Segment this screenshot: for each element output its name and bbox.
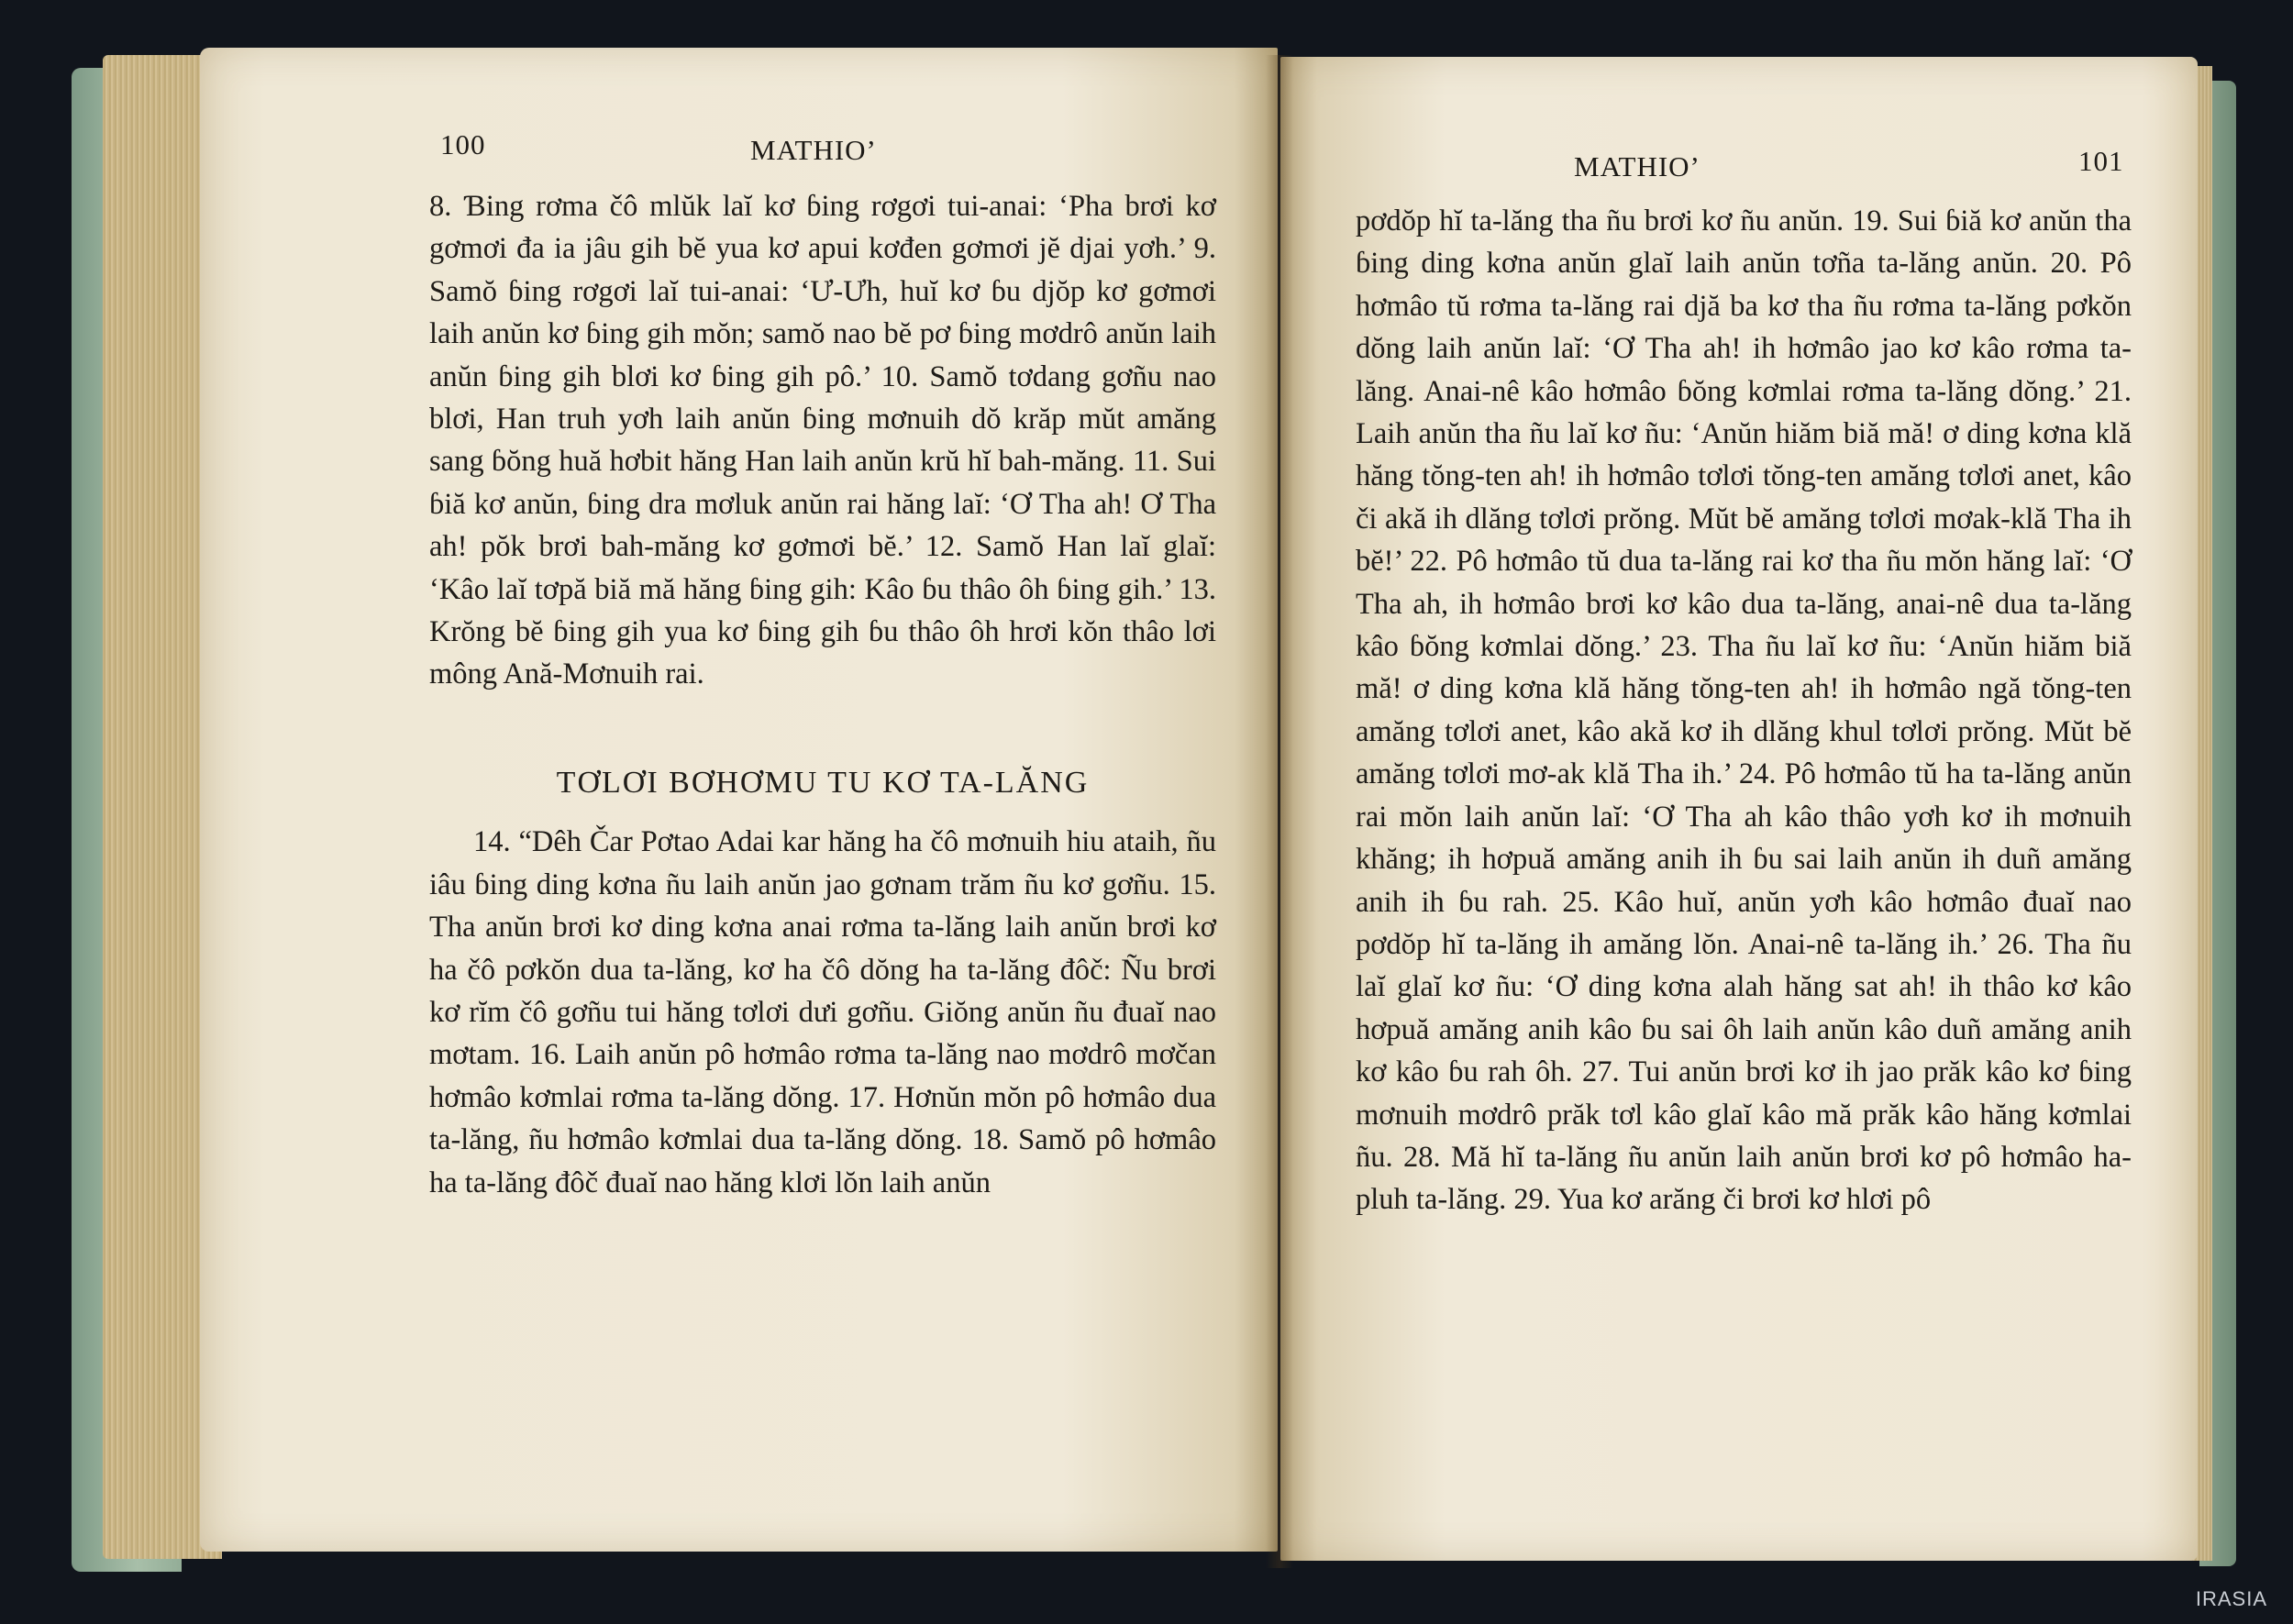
right-paragraph-1: pơdŏp hĭ ta-lăng tha ñu brơi kơ ñu anŭn. 19. Sui ɓiă kơ anŭn tha ɓing ding kơna anŭn glaĭ laih anŭn tơña ta-lăng anŭn. 20. Pô hơmâo tŭ rơma ta-lăng rai djă ba kơ tha ñu rơma ta-lăng pơkŏn dŏng laih anŭn laĭ: ‘Ơ Tha ah! ih hơmâo jao kơ kâo rơma ta-lăng. Anai-nê kâo hơmâo ɓŏng kơmlai rơma ta-lăng dŏng.’ 21. Laih anŭn tha ñu laĭ kơ ñu: ‘Anŭn hiăm biă mă! ơ ding kơna klă hăng tŏng-ten ah! ih hơmâo tơlơi tŏng-ten amăng tơlơi anet, kâo či akă ih dlăng tơlơi prŏng. Mŭt bĕ amăng tơlơi mơak-klă Tha ih bĕ!’ 22. Pô hơmâo tŭ dua ta-lăng rai kơ tha ñu mŏn hăng laĭ: ‘Ơ Tha ah, ih hơmâo brơi kơ kâo dua ta-lăng, anai-nê dua ta-lăng kâo ɓŏng kơmlai dŏng.’ 23. Tha ñu laĭ kơ ñu: ‘Anŭn hiăm biă mă! ơ ding kơna klă hăng tŏng-ten ah! ih hơmâo ngă tŏng-ten amăng tơlơi anet, kâo akă kơ ih dlăng khul tơlơi prŏng. Mŭt bĕ amăng tơlơi mơ-ak klă Tha ih.’ 24. Pô hơmâo tŭ ha ta-lăng anŭn rai mŏn laih anŭn laĭ: ‘Ơ Tha ah kâo thâo yơh kơ ih mơnuih khăng; ih hơpuă amăng anih ih ɓu sai laih anŭn ih duñ amăng anih ih ɓu rah. 25. Kâo huĭ, anŭn yơh kâo hơmâo đuaĭ nao pơdŏp hĭ ta-lăng ih amăng lŏn. Anai-nê ta-lăng ih.’ 26. Tha ñu laĭ glaĭ kơ ñu: ‘Ơ ding kơna alah hăng sat ah! ih thâo kơ kâo hơpuă amăng anih kâo ɓu sai ôh laih anŭn kâo duñ amăng anih kơ kâo ɓu rah ôh. 27. Tui anŭn brơi kơ ih jao prăk kâo kơ ɓing mơnuih mơdrô prăk tơl kâo glaĭ kâo mă prăk kâo hăng kơmlai ñu. 28. Mă hĭ ta-lăng ñu anŭn laih anŭn brơi kơ pô hơmâo ha-pluh ta-lăng. 29. Yua kơ arăng či brơi kơ hlơi pô	[1356, 204, 2132, 1217]
left-paragraph-1: 8. Ɓing rơma čô mlŭk laĭ kơ ɓing rơgơi tui-anai: ‘Pha brơi kơ gơmơi đa ia jâu gih bĕ yua kơ apui kơđen gơmơi jĕ djai yơh.’ 9. Samŏ ɓing rơgơi laĭ tui-anai: ‘Ư-Ưh, huĭ kơ ɓu djŏp kơ gơmơi laih anŭn kơ ɓing gih mŏn; samŏ nao bĕ pơ ɓing mơdrô anŭn laih anŭn ɓing gih blơi kơ ɓing gih pô.’ 10. Samŏ tơdang gơñu nao blơi, Han truh yơh laih anŭn ɓing mơnuih dŏ krăp mŭt amăng sang ɓŏng huă hơbit hăng Han laih anŭn krŭ hĭ bah-măng. 11. Sui ɓiă kơ anŭn, ɓing dra mơluk anŭn rai hăng laĭ: ‘Ơ Tha ah! Ơ Tha ah! pŏk brơi bah-măng kơ gơmơi bĕ.’ 12. Samŏ Han laĭ glaĭ: ‘Kâo laĭ tơpă biă mă hăng ɓing gih: Kâo ɓu thâo ôh ɓing gih.’ 13. Krŏng bĕ ɓing gih yua kơ ɓing gih ɓu thâo ôh hrơi kŏn thâo lơi mông Ană-Mơnuih rai.	[429, 190, 1216, 691]
left-page-text	[429, 185, 1216, 1204]
left-page-number: 100	[440, 128, 486, 160]
right-page	[1280, 57, 2198, 1561]
right-page-text	[1356, 200, 2132, 1221]
left-page	[200, 48, 1278, 1552]
right-running-head: MATHIO’	[1574, 150, 1700, 182]
book-gutter	[1266, 55, 1293, 1568]
section-title: TƠLƠI BƠHƠMU TU KƠ TA-LĂNG	[556, 765, 1090, 800]
left-running-head: MATHIO’	[750, 134, 877, 166]
left-paragraph-2: 14. “Dêh Čar Pơtao Adai kar hăng ha čô mơnuih hiu ataih, ñu iâu ɓing ding kơna ñu laih anŭn jao gơnam trăm ñu kơ gơñu. 15. Tha anŭn brơi kơ ding kơna anai rơma ta-lăng laih anŭn brơi kơ ha čô pơkŏn dua ta-lăng, kơ ha čô dŏng ha ta-lăng đôč: Ñu brơi kơ rĭm čô gơñu tui hăng tơlơi dưi gơñu. Giŏng anŭn ñu đuaĭ nao mơtam. 16. Laih anŭn pô hơmâo rơma ta-lăng nao mơdrô mơčan hơmâo kơmlai rơma ta-lăng dŏng. 17. Hơnŭn mŏn pô hơmâo dua ta-lăng, ñu hơmâo kơmlai dua ta-lăng dŏng. 18. Samŏ pô hơmâo ha ta-lăng đôč đuaĭ nao hăng klơi lŏn laih anŭn	[429, 825, 1216, 1199]
right-page-number: 101	[2078, 145, 2124, 177]
watermark: IRASIA	[2195, 1587, 2267, 1610]
open-book	[72, 46, 2236, 1568]
